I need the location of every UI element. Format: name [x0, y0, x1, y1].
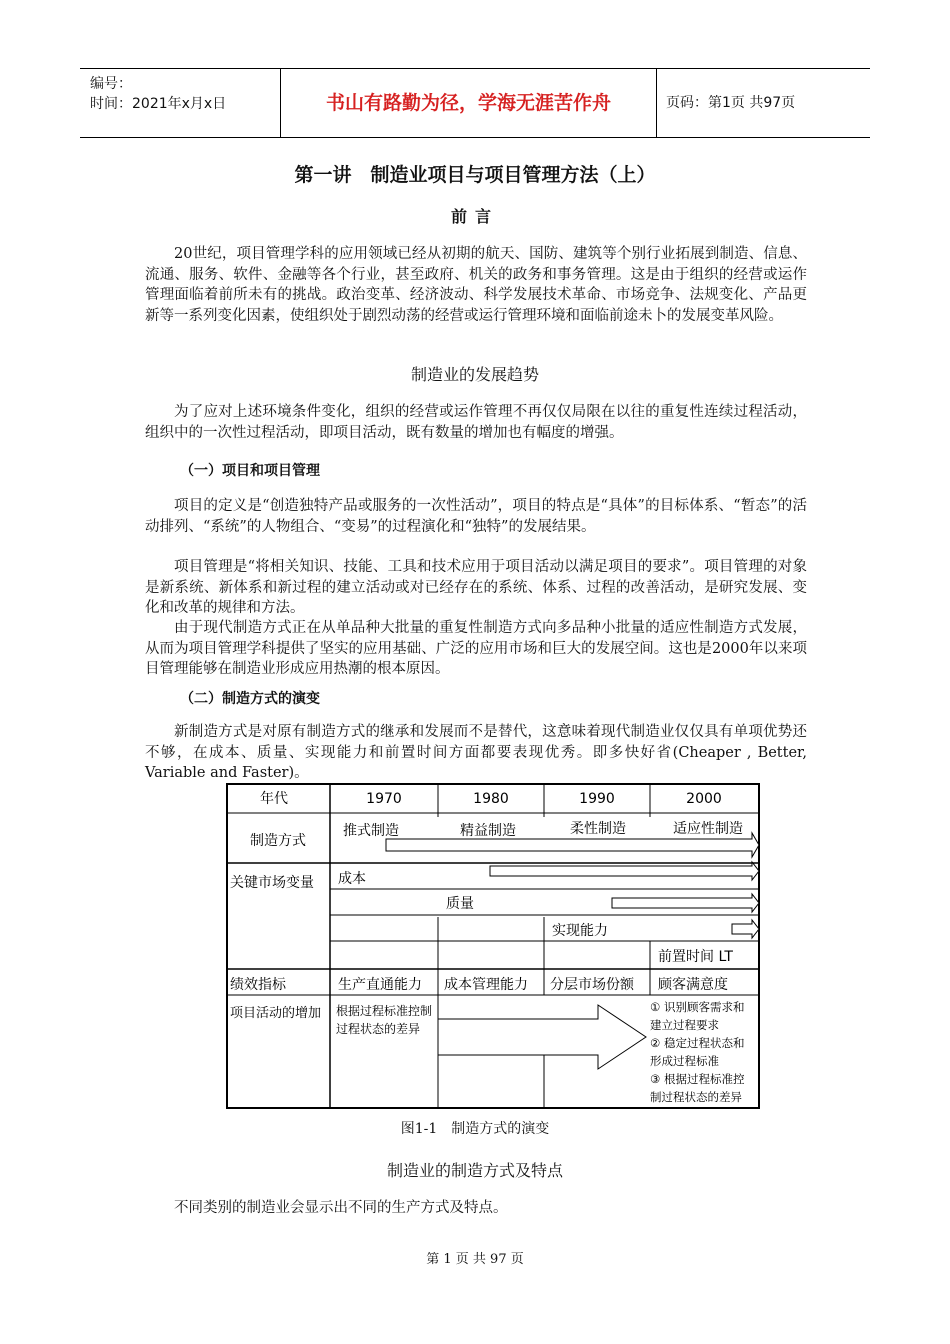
market-capability: 实现能力: [552, 923, 608, 939]
perf-throughput: 生产直通能力: [338, 977, 422, 993]
mode-push: 推式制造: [343, 823, 399, 839]
intro-paragraph: 20世纪，项目管理学科的应用领域已经从初期的航天、国防、建筑等个别行业拓展到制造、信息、流通、服务、软件、金融等各个行业，甚至政府、机关的政务和事务管理。这是由于组织的经营或运作管理面临着前所未有的挑战。政治变革、经济波动、科学发展技术革命、市场竞争、法规变化、产品更新等一系列变化因素，使组织处于剧烈动荡的经营或运行管理环境和面临前途未卜的发展变革风险。: [145, 246, 807, 324]
activity-label: 项目活动的增加: [230, 1006, 322, 1021]
year-1970: 1970: [366, 791, 402, 807]
activity-right-4: 形成过程标准: [650, 1054, 719, 1068]
project-paragraph-2: 项目管理是“将相关知识、技能、工具和技术应用于项目活动以满足项目的要求”。项目管理的对象是新系统、新体系和新过程的建立活动或对已经存在的系统、体系、过程的改善活动，是研究发展、变化和改革的规律和方法。: [145, 559, 807, 616]
page-header: [80, 68, 870, 138]
perf-label: 绩效指标: [230, 977, 286, 993]
market-label: 关键市场变量: [230, 875, 314, 891]
evolution-figure: [226, 783, 760, 1109]
activity-right-5: ③ 根据过程标准控: [650, 1072, 745, 1086]
activity-right-2: 建立过程要求: [650, 1018, 719, 1032]
preface-heading: 前言: [450, 207, 499, 226]
market-leadtime: 前置时间 LT: [658, 949, 733, 965]
section-heading-modes: 制造业的制造方式及特点: [386, 1161, 563, 1180]
number-label: 编号：: [90, 76, 132, 92]
header-page-info: 页码：第1页 共97页: [666, 95, 796, 111]
page-footer: 第 1 页 共 97 页: [426, 1252, 524, 1267]
section-heading-trends: 制造业的发展趋势: [410, 365, 539, 384]
mode-label: 制造方式: [250, 833, 306, 849]
activity-left-1: 根据过程标准控制: [336, 1004, 433, 1018]
activity-right-1: ① 识别顾客需求和: [650, 1000, 745, 1014]
market-quality: 质量: [446, 896, 474, 912]
modes-paragraph: 不同类别的制造业会显示出不同的生产方式及特点。: [174, 1200, 508, 1216]
subsection-heading-project: （一）项目和项目管理: [180, 463, 320, 479]
header-motto: 书山有路勤为径，学海无涯苦作舟: [281, 69, 657, 137]
activity-right-3: ② 稳定过程状态和: [650, 1036, 745, 1050]
market-cost: 成本: [338, 871, 366, 887]
subsection-heading-evolution: （二）制造方式的演变: [180, 691, 320, 707]
figure-caption: 图1-1 制造方式的演变: [400, 1121, 550, 1137]
header-meta: [80, 69, 281, 137]
trends-paragraph: 为了应对上述环境条件变化，组织的经营或运作管理不再仅仅局限在以往的重复性连续过程活动，组织中的一次性过程活动，即项目活动，既有数量的增加也有幅度的增强。: [145, 404, 807, 441]
activity-right-6: 制过程状态的差异: [650, 1090, 742, 1104]
mode-adaptive: 适应性制造: [673, 821, 743, 837]
page-title: 第一讲 制造业项目与项目管理方法（上）: [294, 164, 656, 186]
year-2000: 2000: [686, 791, 722, 807]
mode-lean: 精益制造: [460, 823, 516, 839]
project-paragraph-3: 由于现代制造方式正在从单品种大批量的重复性制造方式向多品种小批量的适应性制造方式发展，从而为项目管理学科提供了坚实的应用基础、广泛的应用市场和巨大的发展空间。这也是2000年以来项目管理能够在制造业形成应用热潮的根本原因。: [145, 620, 807, 677]
date-label: 时间：2021年x月x日: [90, 96, 227, 112]
perf-satisfaction: 顾客满意度: [658, 977, 728, 993]
evolution-paragraph: 新制造方式是对原有制造方式的继承和发展而不是替代，这意味着现代制造业仅仅具有单项优势还不够，在成本、质量、实现能力和前置时间方面都要表现优秀。即多快好省(Cheaper , Better, Variable and Faster)。: [145, 724, 807, 781]
project-paragraph-1: 项目的定义是“创造独特产品或服务的一次性活动”，项目的特点是“具体”的目标体系、“暂态”的活动排列、“系统”的人物组合、“变易”的过程演化和“独特”的发展结果。: [145, 498, 807, 535]
perf-share: 分层市场份额: [550, 977, 634, 993]
year-1980: 1980: [473, 791, 509, 807]
perf-cost: 成本管理能力: [444, 977, 528, 993]
activity-left-2: 过程状态的差异: [336, 1022, 421, 1036]
mode-flexible: 柔性制造: [570, 821, 626, 837]
years-label: 年代: [260, 791, 288, 807]
year-1990: 1990: [579, 791, 615, 807]
